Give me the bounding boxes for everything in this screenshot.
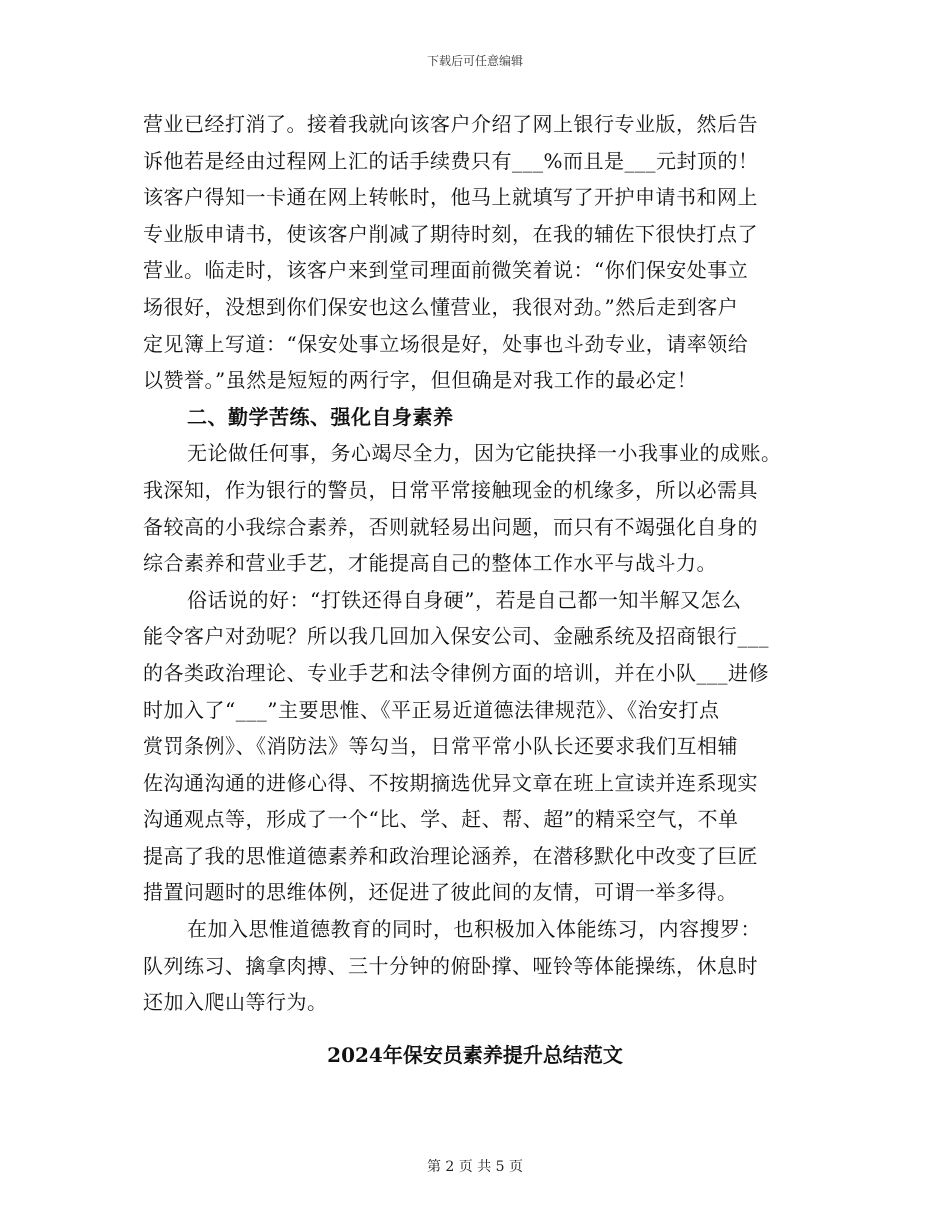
- body-line: 诉他若是经由过程网上汇的话手续费只有___%而且是___元封顶的！: [143, 148, 759, 173]
- body-line: 赏罚条例》、《消防法》等勾当，日常平常小队长还要求我们互相辅: [143, 734, 738, 759]
- body-line: 我深知，作为银行的警员，日常平常接触现金的机缘多，所以必需具: [143, 477, 758, 502]
- document-body: [143, 106, 808, 1021]
- body-line: 定见簿上写道：“保安处事立场很是好，处事也斗劲专业，请率领给: [143, 331, 749, 356]
- body-line: 能令客户对劲呢？所以我几回加入保安公司、金融系统及招商银行___: [143, 624, 769, 649]
- body-line: 还加入爬山等行为。: [143, 990, 328, 1015]
- body-line: 措置问题时的思维体例，还促进了彼此间的友情，可谓一举多得。: [143, 880, 738, 905]
- body-line: 备较高的小我综合素养，否则就轻易出问题，而只有不竭强化自身的: [143, 514, 758, 539]
- body-line: 沟通观点等，形成了一个“比、学、赶、帮、超”的精采空气，不单: [143, 807, 739, 832]
- body-line: 队列练习、擒拿肉搏、三十分钟的俯卧撑、哑铃等体能操练，休息时: [143, 953, 758, 978]
- body-line: 佐沟通沟通的进修心得、不按期摘选优异文章在班上宣读并连系现实: [143, 770, 758, 795]
- document-title: 2024年保安员素养提升总结范文: [327, 1043, 623, 1067]
- paragraph-start-line: 无论做任何事，务心竭尽全力，因为它能抉择一小我事业的成账。: [187, 441, 782, 466]
- paragraph-start-line: 在加入思惟道德教育的同时，也积极加入体能练习，内容搜罗：: [187, 917, 761, 942]
- body-line: 营业。临走时，该客户来到堂司理面前微笑着说：“你们保安处事立: [143, 258, 749, 283]
- body-line: 该客户得知一卡通在网上转帐时，他马上就填写了开护申请书和网上: [143, 185, 758, 210]
- body-line: 时加入了“___”主要思惟、《平正易近道德法律规范》、《治安打点: [143, 697, 720, 722]
- body-line: 营业已经打消了。接着我就向该客户介绍了网上银行专业版，然后告: [143, 112, 758, 136]
- body-line: 提高了我的思惟道德素养和政治理论涵养，在潜移默化中改变了巨匠: [143, 843, 758, 868]
- section-heading: 二、勤学苦练、强化自身素养: [187, 404, 454, 429]
- page-number: 第 2 页 共 5 页: [426, 1159, 524, 1175]
- body-line: 综合素养和营业手艺，才能提高自己的整体工作水平与战斗力。: [143, 551, 717, 576]
- page-header: 下载后可任意编辑: [426, 54, 523, 68]
- body-line: 专业版申请书，使该客户削减了期待时刻，在我的辅佐下很快打点了: [143, 221, 758, 246]
- paragraph-start-line: 俗话说的好：“打铁还得自身硬”，若是自己都一知半解又怎么: [187, 587, 742, 612]
- body-line: 的各类政治理论、专业手艺和法令律例方面的培训，并在小队___进修: [143, 660, 769, 685]
- body-line: 以赞誉。”虽然是短短的两行字，但但确是对我工作的最必定！: [143, 368, 698, 393]
- body-line: 场很好，没想到你们保安也这么懂营业，我很对劲。”然后走到客户: [143, 294, 739, 319]
